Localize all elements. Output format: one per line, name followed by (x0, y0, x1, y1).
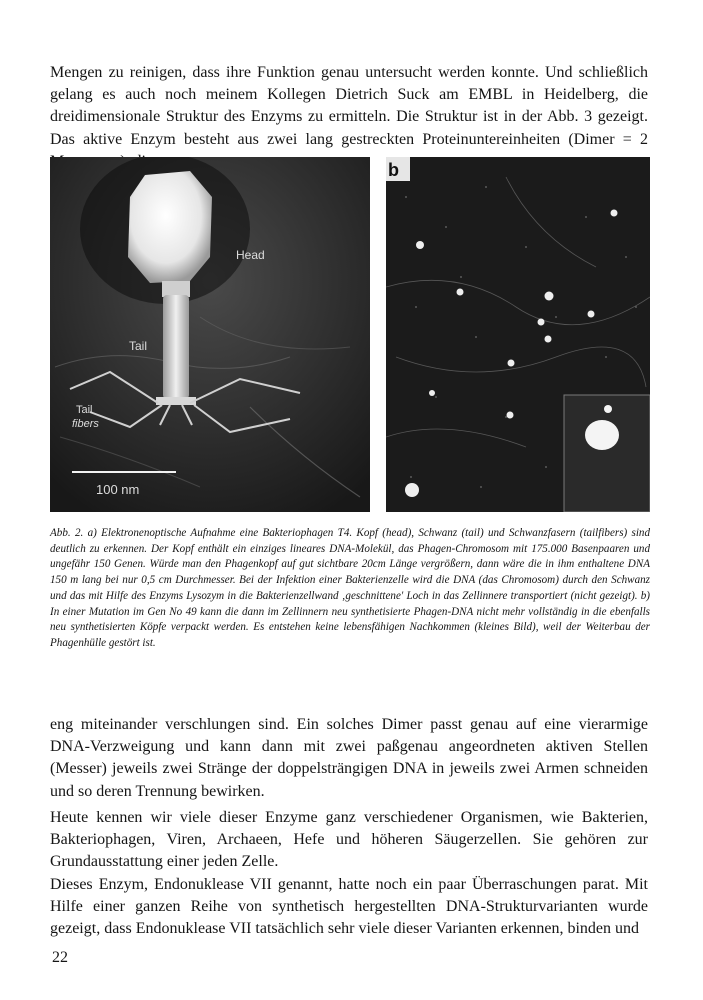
mutant-heads-micrograph (386, 157, 650, 512)
figure-panel-b-mutant-heads (386, 157, 650, 512)
label-tail-fibers-line1: Tail (76, 404, 93, 416)
phage-head (128, 171, 212, 283)
figure-caption: Abb. 2. a) Elektronenoptische Aufnahme eine Bakteriophagen T4. Kopf (head), Schwanz (tail) und Schwanzfasern (tailfibers) sind deutlich zu erkennen. Der Kopf enthält ein einziges lineares DNA-Molekül, das Phagen-Chromosom mit 175.000 Basenpaaren und ungefähr 150 Genen. Würde man den Phagenkopf auf gut sichtbare 20cm Länge vergrößern, dann wäre die in ihm enthaltene DNA 150 m lang bei nur 0,5 cm Durchmesser. Bei der Infektion einer Bakterienzelle wird die DNA (das Chromosom) durch den Schwanz und das mit Hilfe des Enzyms Lysozym in die Bakterienzellwand ‚geschnittene' Loch in das Zellinnere transportiert (nicht gezeigt). b) In einer Mutation im Gen No 49 kann die dann im Zellinnern neu synthetisierte Phagen-DNA nicht mehr vollständig in die ebenfalls neu synthetisierten Köpfe verpackt werden. Es entstehen keine lebensfähigen Nachkommen (kleines Bild), weil der Weiterbau der Phagenhülle gestört ist. (50, 527, 650, 649)
paragraph-heute: Heute kennen wir viele dieser Enzyme ganz verschiedener Organismen, wie Bakterien, Bakteriophagen, Viren, Archaeen, Hefe und höheren Säugerzellen. Sie gehören zur Grundausstattung einer jeden Zelle. (50, 809, 648, 871)
paragraph-dieses: Dieses Enzym, Endonuklease VII genannt, hatte noch ein paar Überraschungen parat. Mit Hilfe einer ganzen Reihe von synthetisch hergestellten DNA-Strukturvarianten wurde gezeigt, dass Endonuklease VII tatsächlich sehr viele dieser Varianten erkennen, binden und (50, 876, 648, 938)
label-head: Head (236, 248, 265, 262)
t4-phage-micrograph (50, 157, 370, 512)
scale-bar-label: 100 nm (96, 482, 140, 497)
page-number: 22 (52, 949, 68, 966)
phage-tail (163, 295, 189, 399)
paragraph-after-caption: eng miteinander verschlungen sind. Ein solches Dimer passt genau auf eine vierarmige DNA-Verzweigung und kann dann mit zwei paßgenau angeordneten aktiven Stellen (Messer) jeweils zwei Stränge der doppelsträngigen DNA in jeweils zwei Armen schneiden und so deren Trennung bewirken. (50, 716, 648, 800)
paragraph-top: Mengen zu reinigen, dass ihre Funktion genau untersucht werden konnte. Und schließlich gelang es auch noch meinem Kollegen Dietrich Suck am EMBL in Heidelberg, die dreidimensionale Struktur des Enzyms zu ermitteln. Die Struktur ist in der Abb. 3 gezeigt. Das aktive Enzym besteht aus zwei lang gestreckten Proteinuntereinheiten (Dimer = 2 (50, 64, 648, 148)
figure-panel-a-t4-phage (50, 157, 370, 512)
label-tail: Tail (129, 339, 148, 353)
panel-letter-b: b (388, 160, 399, 180)
label-tail-fibers-line2: fibers (72, 418, 99, 430)
